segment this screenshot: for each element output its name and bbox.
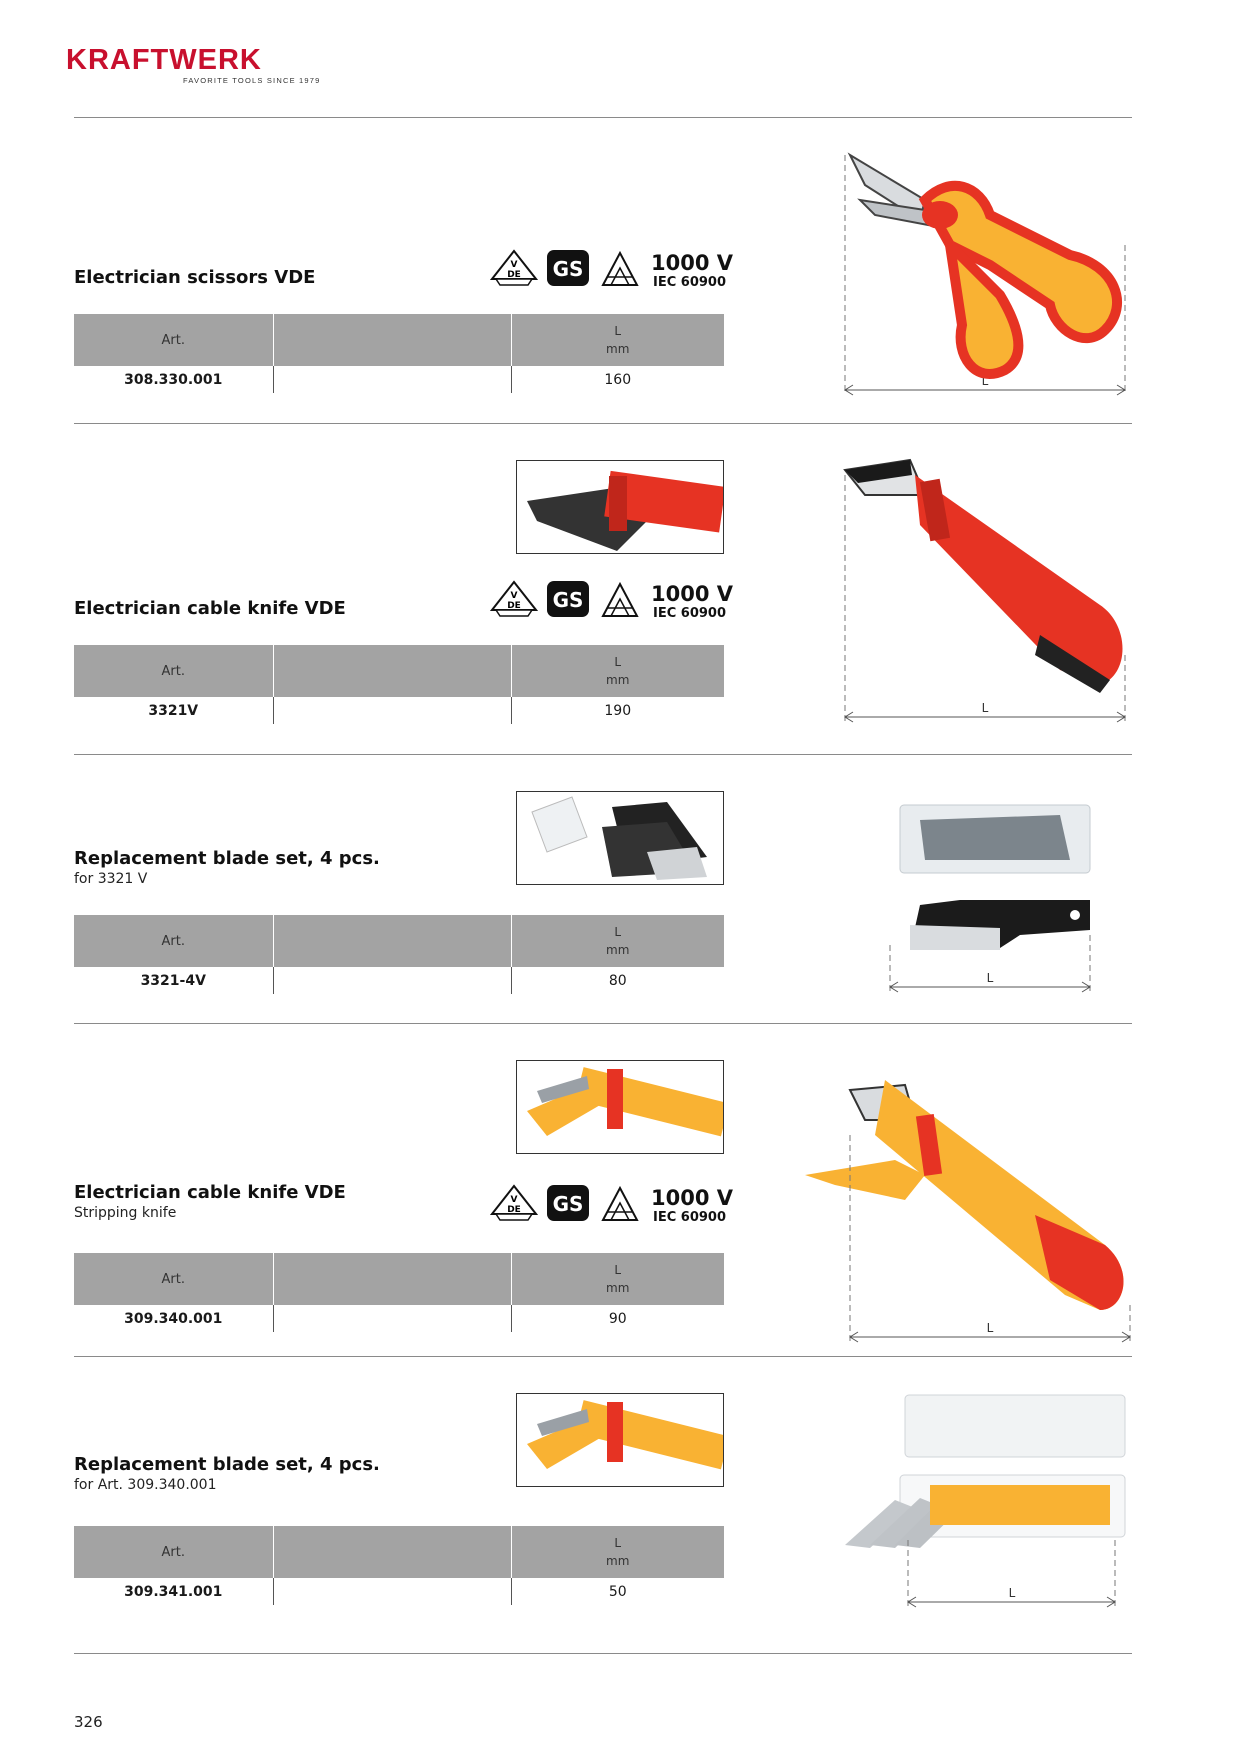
brand-tagline: FAVORITE TOOLS SINCE 1979 bbox=[183, 76, 321, 85]
product-title: Replacement blade set, 4 pcs. bbox=[74, 1454, 380, 1475]
svg-text:L: L bbox=[986, 971, 994, 985]
divider bbox=[74, 1356, 1132, 1357]
spec-table bbox=[74, 915, 724, 994]
header-length: L mm bbox=[511, 314, 724, 366]
svg-text:L: L bbox=[981, 701, 989, 715]
vde-mark-icon bbox=[490, 249, 538, 289]
divider bbox=[74, 1023, 1132, 1024]
table-row bbox=[74, 967, 724, 994]
svg-text:DE: DE bbox=[507, 270, 521, 280]
insulated-tool-triangle-icon bbox=[600, 249, 640, 289]
certification-badges bbox=[490, 247, 734, 293]
product-title: Electrician scissors VDE bbox=[74, 267, 316, 288]
table-row bbox=[74, 1578, 724, 1605]
product-title: Electrician cable knife VDE bbox=[74, 598, 346, 619]
stripping-knife-thumbnail bbox=[516, 1060, 724, 1154]
product-title: Electrician cable knife VDE bbox=[74, 1182, 346, 1203]
insulated-tool-triangle-icon bbox=[600, 1184, 640, 1224]
blade-detail-thumbnail bbox=[516, 460, 724, 554]
art-number: 308.330.001 bbox=[124, 371, 223, 388]
header-empty bbox=[273, 645, 511, 697]
svg-text:GS: GS bbox=[552, 1192, 584, 1216]
stripping-blade-thumbnail bbox=[516, 1393, 724, 1487]
table-row bbox=[74, 697, 724, 724]
svg-text:L: L bbox=[986, 1321, 994, 1335]
vde-mark-icon bbox=[490, 580, 538, 620]
certification-badges bbox=[490, 1182, 734, 1228]
header-art: Art. bbox=[74, 915, 273, 967]
length-value: 80 bbox=[511, 967, 724, 994]
page-number: 326 bbox=[74, 1713, 103, 1731]
length-value: 90 bbox=[511, 1305, 724, 1332]
header-length: L mm bbox=[511, 1253, 724, 1305]
product-title: Replacement blade set, 4 pcs. bbox=[74, 848, 380, 869]
certification-badges bbox=[490, 578, 734, 624]
stripping-knife-image bbox=[805, 1075, 1140, 1355]
header-art: Art. bbox=[74, 645, 273, 697]
svg-text:V: V bbox=[510, 260, 518, 270]
length-value: 190 bbox=[511, 697, 724, 724]
header-length: L mm bbox=[511, 915, 724, 967]
art-number: 3321V bbox=[148, 702, 199, 719]
svg-text:GS: GS bbox=[552, 588, 584, 612]
voltage-rating: 1000 V bbox=[651, 582, 734, 606]
divider bbox=[74, 1653, 1132, 1654]
svg-text:V: V bbox=[510, 591, 518, 601]
svg-text:DE: DE bbox=[507, 601, 521, 611]
replacement-blade-set-image bbox=[880, 800, 1100, 1000]
art-number: 309.340.001 bbox=[124, 1310, 223, 1327]
svg-text:L: L bbox=[981, 374, 989, 388]
gs-mark-icon bbox=[546, 580, 592, 620]
vde-mark-icon bbox=[490, 1184, 538, 1224]
gs-mark-icon bbox=[546, 249, 592, 289]
product-subtitle: Stripping knife bbox=[74, 1205, 177, 1221]
table-row bbox=[74, 366, 724, 393]
divider bbox=[74, 754, 1132, 755]
svg-text:L: L bbox=[1008, 1586, 1016, 1600]
svg-text:V: V bbox=[510, 1195, 518, 1205]
table-row bbox=[74, 1305, 724, 1332]
brand-logo bbox=[66, 44, 326, 88]
voltage-rating: 1000 V bbox=[651, 251, 734, 275]
blade-set-thumbnail bbox=[516, 791, 724, 885]
product-subtitle: for Art. 309.340.001 bbox=[74, 1477, 217, 1493]
divider bbox=[74, 117, 1132, 118]
gs-mark-icon bbox=[546, 1184, 592, 1224]
electrician-scissors-image bbox=[840, 145, 1140, 405]
standard-label: IEC 60900 bbox=[653, 275, 727, 290]
standard-label: IEC 60900 bbox=[653, 606, 727, 621]
header-empty bbox=[273, 314, 511, 366]
art-number: 3321-4V bbox=[140, 972, 206, 989]
svg-text:GS: GS bbox=[552, 257, 584, 281]
voltage-rating: 1000 V bbox=[651, 1186, 734, 1210]
spec-table bbox=[74, 645, 724, 724]
header-art: Art. bbox=[74, 314, 273, 366]
header-length: L mm bbox=[511, 1526, 724, 1578]
header-empty bbox=[273, 1526, 511, 1578]
header-length: L mm bbox=[511, 645, 724, 697]
electrician-cable-knife-image bbox=[840, 455, 1140, 735]
divider bbox=[74, 423, 1132, 424]
length-value: 160 bbox=[511, 366, 724, 393]
header-art: Art. bbox=[74, 1253, 273, 1305]
insulated-tool-triangle-icon bbox=[600, 580, 640, 620]
spec-table bbox=[74, 1253, 724, 1332]
brand-name: KRAFTWERK bbox=[66, 44, 262, 76]
product-subtitle: for 3321 V bbox=[74, 871, 148, 887]
art-number: 309.341.001 bbox=[124, 1583, 223, 1600]
standard-label: IEC 60900 bbox=[653, 1210, 727, 1225]
spec-table bbox=[74, 1526, 724, 1605]
header-empty bbox=[273, 915, 511, 967]
stripping-blade-set-image bbox=[840, 1390, 1140, 1620]
header-empty bbox=[273, 1253, 511, 1305]
length-value: 50 bbox=[511, 1578, 724, 1605]
header-art: Art. bbox=[74, 1526, 273, 1578]
svg-text:DE: DE bbox=[507, 1205, 521, 1215]
spec-table bbox=[74, 314, 724, 393]
